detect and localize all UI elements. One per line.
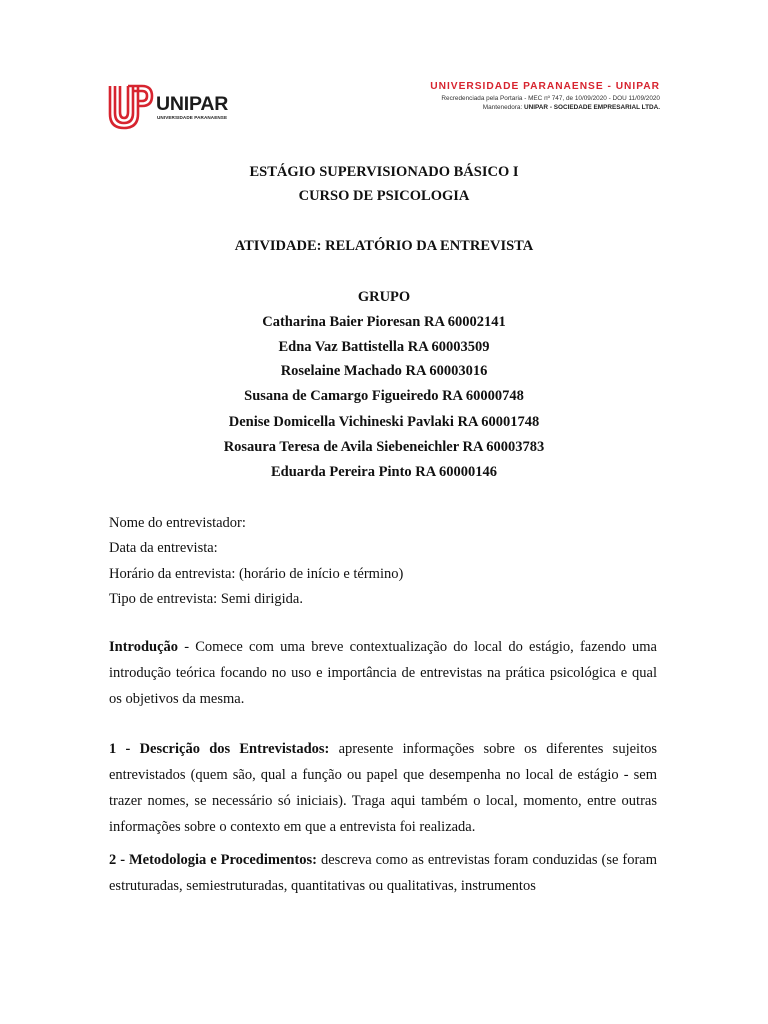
logo-subtext: UNIVERSIDADE PARANAENSE xyxy=(157,115,228,120)
interview-date-field: Data da entrevista: xyxy=(109,540,218,556)
logo-wordmark: UNIPAR xyxy=(156,93,229,115)
introduction-heading: Introdução xyxy=(109,639,179,655)
maintainer-label: Mantenedora: xyxy=(482,104,523,111)
section1-heading: 1 - Descrição dos Entrevistados: xyxy=(109,741,330,757)
group-member: Denise Domicella Vichineski Pavlaki RA 60001748 xyxy=(228,414,540,430)
institution-name: UNIVERSIDADE PARANAENSE - UNIPAR xyxy=(430,81,660,92)
institution-block xyxy=(430,80,660,112)
group-heading: GRUPO xyxy=(357,289,411,305)
introduction-text: - Comece com uma breve contextualização do local do estágio, fazendo uma introdução teórica focando no uso e importância de entrevistas na prática psicológica e qual os objetivos da mesma. xyxy=(109,639,657,707)
group-member: Eduarda Pereira Pinto RA 60000146 xyxy=(270,464,498,480)
section2-text: descreva como as entrevistas foram conduzidas (se foram estruturadas, semiestruturadas, quantitativas ou qualitativas, instrumentos xyxy=(109,852,657,894)
accreditation-line: Recredenciada pela Portaria - MEC nº 747, de 10/09/2020 - DOU 11/09/2020 xyxy=(441,95,660,102)
section2-heading: 2 - Metodologia e Procedimentos: xyxy=(109,852,318,868)
group-member: Roselaine Machado RA 60003016 xyxy=(280,363,488,379)
group-member: Rosaura Teresa de Avila Siebeneichler RA 60003783 xyxy=(223,439,545,455)
group-member: Susana de Camargo Figueiredo RA 60000748 xyxy=(244,388,524,404)
group-member: Catharina Baier Pioresan RA 60002141 xyxy=(262,314,506,330)
introduction-paragraph xyxy=(109,634,657,712)
maintainer-name: UNIPAR - SOCIEDADE EMPRESARIAL LTDA. xyxy=(524,104,660,111)
course-title: ESTÁGIO SUPERVISIONADO BÁSICO I xyxy=(249,164,519,180)
activity-title: ATIVIDADE: RELATÓRIO DA ENTREVISTA xyxy=(234,238,534,254)
group-member: Edna Vaz Battistella RA 60003509 xyxy=(278,339,490,355)
interview-time-field: Horário da entrevista: (horário de início e término) xyxy=(109,566,404,582)
course-subtitle: CURSO DE PSICOLOGIA xyxy=(298,188,470,204)
section1-text: apresente informações sobre os diferentes sujeitos entrevistados (quem são, qual a função ou papel que desempenha no local de estágio - sem trazer nomes, se necessário só iniciais). Traga aqui também o local, momento, entre outras informações sobre o contexto em que a entrevista foi realizada. xyxy=(109,741,657,835)
section2-paragraph xyxy=(109,847,657,899)
maintainer-line xyxy=(430,103,660,112)
interview-type-field: Tipo de entrevista: Semi dirigida. xyxy=(109,591,303,607)
unipar-logo-mark-icon xyxy=(108,84,154,130)
unipar-logo xyxy=(108,84,243,130)
section1-paragraph xyxy=(109,736,657,840)
interviewer-field: Nome do entrevistador: xyxy=(109,515,246,531)
